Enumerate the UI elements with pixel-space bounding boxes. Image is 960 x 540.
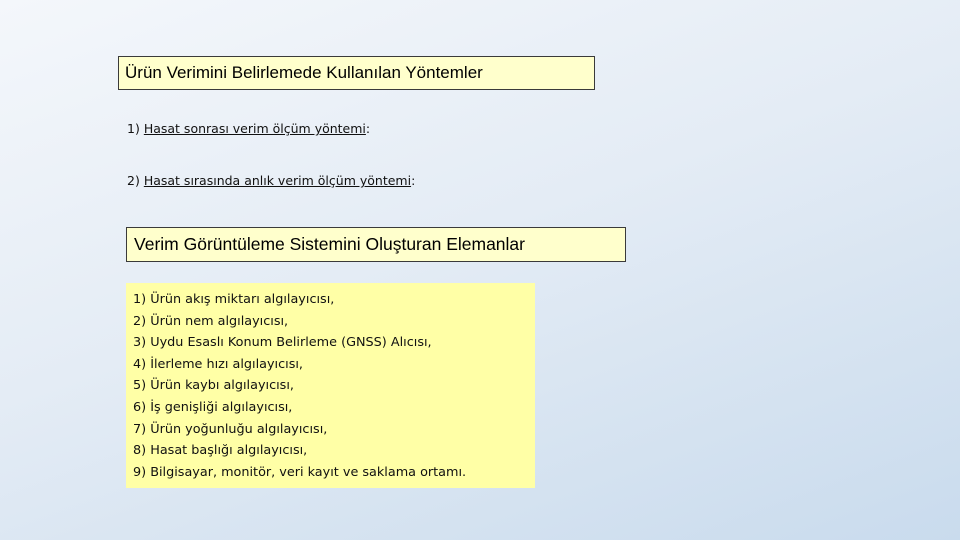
list-item: 8) Hasat başlığı algılayıcısı, (133, 443, 308, 459)
list-item: 5) Ürün kaybı algılayıcısı, (133, 378, 294, 394)
elements-title-text: Verim Görüntüleme Sistemini Oluşturan Elemanlar (134, 234, 525, 254)
method-text: Hasat sonrası verim ölçüm yöntemi (143, 121, 366, 136)
method-suffix: : (365, 121, 371, 136)
list-item: 1) Ürün akış miktarı algılayıcısı, (133, 292, 335, 307)
elements-title (126, 227, 626, 262)
methods-title (118, 56, 595, 90)
elements-list-box (126, 283, 535, 488)
list-item: 2) Ürün nem algılayıcısı, (133, 313, 289, 329)
methods-title-text: Ürün Verimini Belirlemede Kullanılan Yöntemler (125, 63, 483, 82)
list-item: 9) Bilgisayar, monitör, veri kayıt ve saklama ortamı. (133, 464, 467, 480)
list-item: 4) İlerleme hızı algılayıcısı, (133, 356, 303, 372)
elements-list (133, 289, 535, 483)
list-item: 7) Ürün yoğunluğu algılayıcısı, (133, 421, 328, 437)
method-suffix: : (411, 173, 416, 188)
method-text: Hasat sırasında anlık verim ölçüm yöntemi (143, 173, 412, 188)
method-number: 2) (127, 173, 140, 188)
method-item-1 (127, 121, 370, 136)
method-number: 1) (127, 121, 140, 136)
list-item: 3) Uydu Esaslı Konum Belirleme (GNSS) Alıcısı, (133, 335, 432, 351)
list-item: 6) İş genişliği algılayıcısı, (133, 399, 293, 415)
method-item-2 (127, 173, 415, 188)
